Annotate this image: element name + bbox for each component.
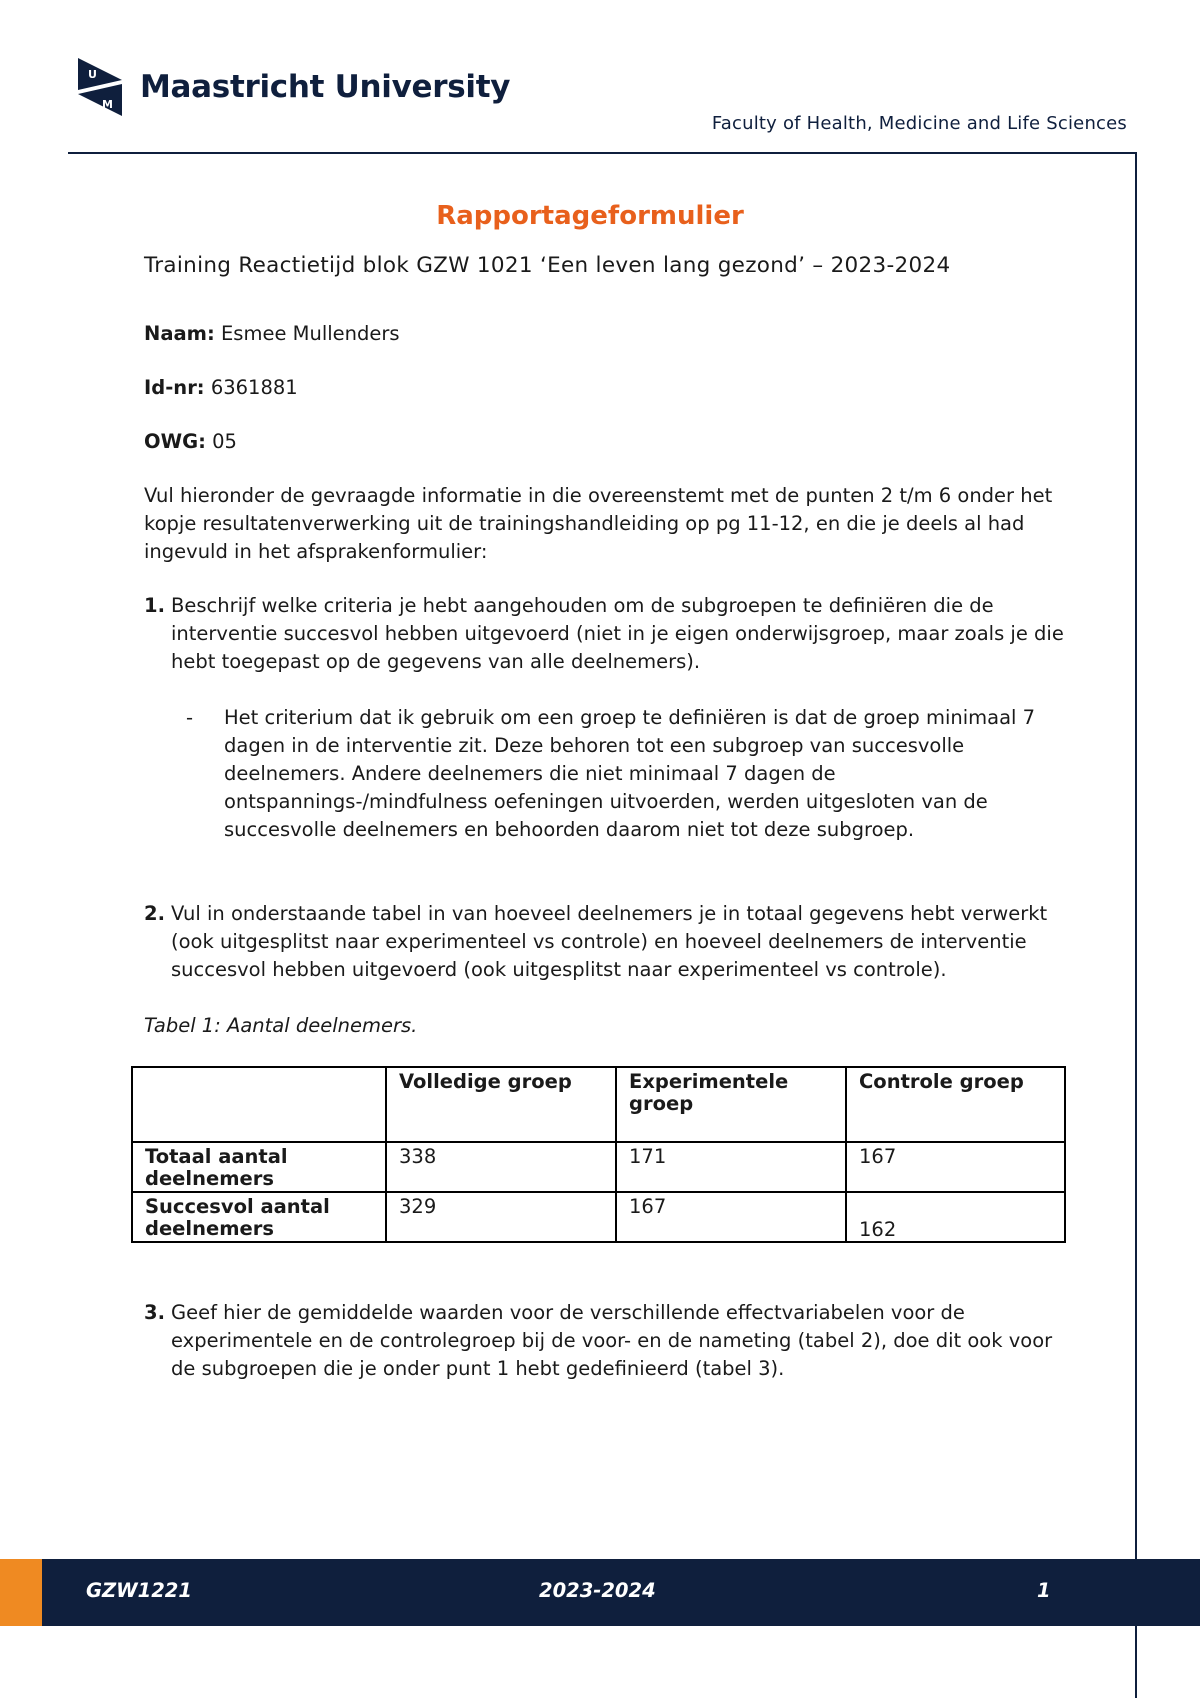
- svg-text:M: M: [102, 98, 113, 111]
- footer-page-number: 1: [1037, 1579, 1051, 1602]
- question-number: 3.: [144, 1301, 165, 1324]
- table-header-cell: Controle groep: [846, 1067, 1065, 1142]
- name-value: Esmee Mullenders: [220, 322, 400, 345]
- question-1: [144, 592, 1064, 676]
- row-label: Succesvol aantal deelnemers: [132, 1192, 386, 1242]
- participants-table: [131, 1066, 1066, 1243]
- answer-text: Het criterium dat ik gebruik om een groep te definiëren is dat de groep minimaal 7 dagen in de interventie zit. Deze behoren tot een subgroep van succesvolle deelnemers. Andere deelnemers die niet minimaal 7 dagen de ontspannings-/mindfulness oefeningen uitvoerden, werden uitgesloten van de succesvolle deelnemers en behoorden daarom niet tot deze subgroep.: [224, 706, 1036, 841]
- table-cell: 167: [616, 1192, 846, 1242]
- question-text: Beschrijf welke criteria je hebt aangehouden om de subgroepen te definiëren die de interventie succesvol hebben uitgevoerd (niet in je eigen onderwijsgroep, maar zoals je die hebt toegepast op de gegevens van alle deelnemers).: [171, 594, 1064, 673]
- question-number: 2.: [144, 902, 165, 925]
- owg-field: [144, 428, 1064, 456]
- table-cell: 338: [386, 1142, 616, 1192]
- footer-year: 2023-2024: [539, 1579, 656, 1602]
- table-cell: 329: [386, 1192, 616, 1242]
- table-cell: 171: [616, 1142, 846, 1192]
- header-divider: [68, 152, 1137, 154]
- id-value: 6361881: [210, 376, 298, 399]
- table-header-cell: [132, 1067, 386, 1142]
- um-logo-icon: [78, 58, 122, 116]
- document-title: Rapportageformulier: [436, 201, 744, 231]
- question-text: Vul in onderstaande tabel in van hoeveel deelnemers je in totaal gegevens hebt verwerkt (ook uitgesplitst naar experimenteel vs controle) en hoeveel deelnemers de interventie succesvol hebben uitgevoerd (ook uitgesplitst naar experimenteel vs controle).: [171, 902, 1048, 981]
- table-header-row: [132, 1067, 1065, 1142]
- question-2: [144, 900, 1064, 984]
- name-label: Naam:: [144, 322, 215, 345]
- owg-label: OWG:: [144, 430, 206, 453]
- right-margin-line: [1135, 152, 1137, 1698]
- footer-course-code: GZW1221: [86, 1579, 192, 1602]
- university-name: Maastricht University: [140, 69, 511, 105]
- table-caption: Tabel 1: Aantal deelnemers.: [144, 1014, 418, 1037]
- id-label: Id-nr:: [144, 376, 205, 399]
- owg-value: 05: [212, 430, 237, 453]
- id-field: [144, 374, 1064, 402]
- table-cell: 162: [846, 1192, 1065, 1242]
- name-field: [144, 320, 1064, 348]
- footer-accent-bar: [0, 1559, 42, 1626]
- svg-text:U: U: [88, 68, 97, 81]
- question-number: 1.: [144, 594, 165, 617]
- page-footer: [0, 1559, 1200, 1626]
- answer-1: [180, 704, 1064, 844]
- table-row: [132, 1192, 1065, 1242]
- table-cell: 167: [846, 1142, 1065, 1192]
- table-row: [132, 1142, 1065, 1192]
- table-header-cell: Experimentele groep: [616, 1067, 846, 1142]
- faculty-name: Faculty of Health, Medicine and Life Sciences: [711, 113, 1127, 134]
- question-3: [144, 1299, 1064, 1383]
- row-label: Totaal aantal deelnemers: [132, 1142, 386, 1192]
- document-body: [144, 196, 1064, 1411]
- bullet-dash: -: [186, 706, 194, 729]
- question-text: Geef hier de gemiddelde waarden voor de verschillende effectvariabelen voor de experimentele en de controlegroep bij de voor- en de nameting (tabel 2), doe dit ook voor de subgroepen die je onder punt 1 hebt gedefinieerd (tabel 3).: [171, 1301, 1053, 1380]
- intro-paragraph: Vul hieronder de gevraagde informatie in die overeenstemt met de punten 2 t/m 6 onder het kopje resultatenverwerking uit de trainingshandleiding op pg 11-12, en die je deels al had ingevuld in het afsprakenformulier:: [144, 484, 1053, 563]
- document-subtitle: Training Reactietijd blok GZW 1021 ‘Een leven lang gezond’ – 2023-2024: [144, 253, 951, 278]
- table-header-cell: Volledige groep: [386, 1067, 616, 1142]
- university-logo: [78, 58, 510, 116]
